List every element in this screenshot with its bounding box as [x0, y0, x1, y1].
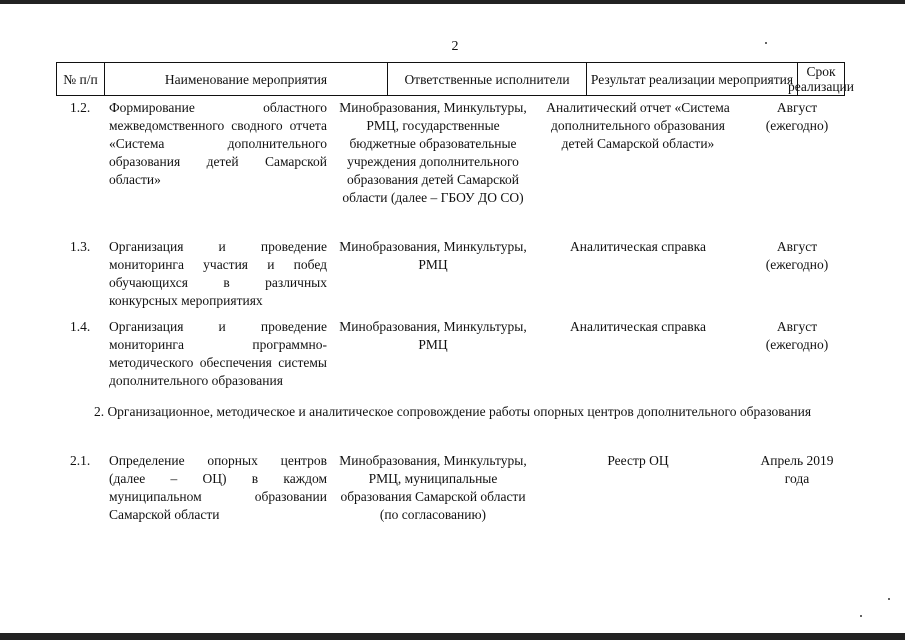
row-result: Аналитический отчет «Система дополнительного образования детей Самарской области»: [546, 100, 730, 151]
table-header: [56, 62, 854, 96]
row-responsible: Минобразования, Минкультуры, РМЦ: [339, 319, 527, 352]
row-name: Формирование областного межведомственного сводного отчета «Система дополнительного образования детей Самарской области»: [109, 100, 327, 187]
row-num: 2.1.: [70, 453, 91, 468]
row-num: 1.4.: [70, 319, 91, 334]
scan-speck: [888, 598, 890, 600]
row-result: Аналитическая справка: [570, 319, 706, 334]
row-responsible: Минобразования, Минкультуры, РМЦ, государственные бюджетные образовательные учреждения дополнительного образования детей Самарской области (далее – ГБОУ ДО СО): [339, 100, 527, 205]
row-term: Август (ежегодно): [765, 239, 829, 272]
row-term: Апрель 2019 года: [760, 453, 834, 486]
scan-speck: [860, 615, 862, 617]
header-term: Срок реализации: [788, 64, 854, 94]
scan-bottom-edge: [0, 633, 905, 640]
row-num: 1.2.: [70, 100, 91, 115]
header-name: Наименование мероприятия: [105, 63, 388, 95]
row-responsible: Минобразования, Минкультуры, РМЦ, муниципальные образования Самарской области (по согласованию): [339, 453, 527, 522]
section-heading: 2. Организационное, методическое и аналитическое сопровождение работы опорных центров дополнительного образования: [93, 404, 812, 419]
row-responsible: Минобразования, Минкультуры, РМЦ: [339, 239, 527, 272]
row-name: Организация и проведение мониторинга программно-методического обеспечения системы дополнительного образования: [109, 319, 327, 388]
header-num: № п/п: [57, 63, 105, 95]
scan-speck: [765, 42, 767, 44]
row-name: Организация и проведение мониторинга участия и побед обучающихся в различных конкурсных мероприятиях: [109, 239, 327, 308]
header-responsible: Ответственные исполнители: [388, 63, 587, 95]
row-result: Аналитическая справка: [570, 239, 706, 254]
row-name: Определение опорных центров (далее – ОЦ) в каждом муниципальном образовании Самарской области: [109, 453, 327, 522]
header-result: Результат реализации мероприятия: [587, 63, 798, 95]
row-term: Август (ежегодно): [765, 319, 829, 352]
scan-top-edge: [0, 0, 905, 4]
page-number: 2: [451, 39, 459, 54]
row-num: 1.3.: [70, 239, 91, 254]
row-term: Август (ежегодно): [765, 100, 829, 133]
row-result: Реестр ОЦ: [607, 453, 669, 468]
